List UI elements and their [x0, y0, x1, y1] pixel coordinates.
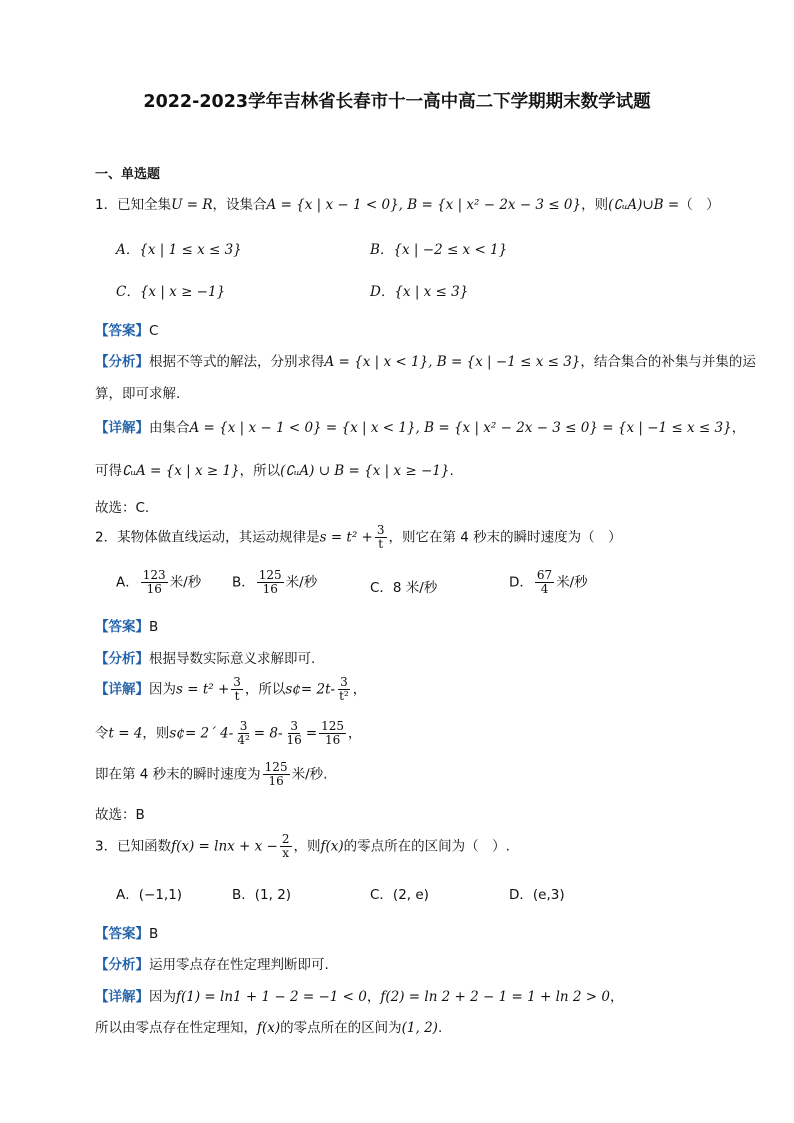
q2-result-fraction	[263, 761, 290, 788]
fraction-numerator: 2	[281, 832, 290, 846]
detail-tag: 【详解】	[95, 681, 149, 698]
q3-option-a: A．(−1,1)	[116, 887, 183, 903]
option-fraction	[535, 569, 554, 596]
q3-detail-text: 因为	[149, 989, 176, 1005]
q2-option-d	[509, 569, 588, 596]
fraction-numerator: 3	[376, 523, 385, 537]
q2-derivative: s¢= 2t-	[285, 681, 336, 698]
q3-function: f(x) = lnx + x −	[171, 838, 278, 855]
q2-derivative-fraction	[337, 676, 351, 703]
q2-detail-fraction	[231, 676, 243, 703]
fraction-numerator: 125	[321, 719, 345, 733]
q3-stem-text-3: 的零点所在的区间为（ ）.	[343, 838, 510, 855]
q3-f2: f(2) = ln 2 + 2 − 1 = 1 + ln 2 > 0	[380, 989, 610, 1005]
fraction-numerator: 3	[239, 719, 248, 733]
q1-detail-text-3: ，所以	[239, 463, 281, 479]
fraction-denominator: 16	[262, 582, 278, 596]
q2-let-value: t = 4	[108, 725, 143, 742]
q3-f1: f(1) = ln1 + 1 − 2 = −1 < 0	[176, 989, 367, 1005]
q2-law: s = t² +	[319, 529, 373, 546]
q1-analysis-text-2: ，结合集合的补集与并集的运	[580, 354, 756, 370]
option-unit: 米/秒	[169, 574, 202, 591]
q1-stem-text-2: ，设集合	[212, 197, 267, 213]
q1-analysis	[95, 350, 756, 370]
q1-detail	[95, 416, 745, 436]
q1-blank: （ ）	[679, 197, 720, 213]
q1-detail-sets: A = {x | x − 1 < 0} = {x | x < 1}, B = {x | x² − 2x − 3 ≤ 0} = {x | −1 ≤ x ≤ 3}	[189, 420, 732, 436]
fraction-numerator: 3	[290, 719, 298, 733]
option-unit: 米/秒	[556, 574, 588, 591]
option-label: A．	[116, 574, 139, 591]
q2-let-expression: s¢= 2´ 4-	[169, 725, 234, 742]
analysis-tag: 【分析】	[95, 957, 149, 973]
q3-final-text: 所以由零点存在性定理知，	[95, 1020, 257, 1036]
q1-complement: ∁ᵤA = {x | x ≥ 1}	[122, 463, 240, 479]
q1-analysis-cont: 算，即可求解.	[95, 386, 181, 402]
q2-detail-law: s = t² +	[176, 681, 230, 698]
option-label: D．	[509, 574, 533, 591]
q3-option-c: C．(2, e)	[370, 887, 429, 903]
q2-substitution	[95, 720, 362, 747]
q2-detail-text: 因为	[149, 681, 176, 698]
answer-tag: 【答案】	[95, 619, 149, 635]
q3-answer-value: B	[149, 926, 159, 942]
fraction-numerator: 67	[536, 568, 553, 582]
fraction-numerator: 125	[264, 760, 288, 774]
q2-let-punct: ，	[348, 725, 362, 742]
q1-stem-text-3: ，则	[581, 197, 609, 213]
q2-result	[95, 761, 327, 788]
option-label: B．	[232, 574, 255, 591]
q2-answer	[95, 615, 158, 635]
q1-detail-punct-2: .	[449, 463, 454, 479]
q1-analysis-text: 根据不等式的解法，分别求得	[149, 354, 325, 370]
fraction-numerator: 125	[258, 568, 282, 582]
q1-conclusion: 故选：C.	[95, 500, 150, 516]
q2-result-unit: 米/秒.	[291, 766, 328, 783]
q3-detail	[95, 985, 624, 1005]
q2-option-c: C．8 米/秒	[370, 580, 438, 596]
answer-tag: 【答案】	[95, 926, 149, 942]
q1-option-b: B．{x | −2 ≤ x < 1}	[370, 242, 508, 258]
section-heading: 一、单选题	[95, 167, 161, 182]
q3-detail-punct: ，	[366, 989, 381, 1005]
q1-sets: A = {x | x − 1 < 0}, B = {x | x² − 2x − 3 ≤ 0}	[266, 197, 582, 213]
q2-let-text: 令	[95, 725, 109, 742]
q1-option-c: C．{x | x ≥ −1}	[116, 284, 226, 300]
q3-function-ref: f(x)	[320, 838, 344, 855]
q1-option-a: A．{x | 1 ≤ x ≤ 3}	[116, 242, 242, 258]
fraction-denominator: 16	[146, 582, 162, 596]
q1-stem-text: 1．已知全集	[95, 197, 172, 213]
q1-stem	[95, 193, 720, 213]
q3-stem	[95, 833, 510, 860]
fraction-denominator: 16	[324, 733, 341, 747]
page-title: 2022-2023学年吉林省长春市十一高中高二下学期期末数学试题	[143, 92, 651, 112]
q2-option-a	[116, 569, 201, 596]
q1-analysis-sets: A = {x | x < 1}, B = {x | −1 ≤ x ≤ 3}	[324, 354, 581, 370]
q1-detail-text-2: 可得	[95, 463, 122, 479]
q2-let-fraction-1	[235, 720, 251, 747]
q3-stem-text-2: ，则	[293, 838, 321, 855]
fraction-denominator: t	[378, 537, 384, 551]
fraction-denominator: 4	[540, 582, 549, 596]
q2-let-fraction-3	[319, 720, 346, 747]
q3-option-b: B．(1, 2)	[232, 887, 292, 903]
q2-stem-text: 2．某物体做直线运动，其运动规律是	[95, 529, 320, 546]
analysis-tag: 【分析】	[95, 354, 149, 370]
q3-final-function: f(x)	[257, 1020, 281, 1036]
q1-detail-text: 由集合	[149, 420, 190, 436]
q3-final-punct: .	[437, 1020, 443, 1036]
q3-final-interval: (1, 2)	[401, 1020, 438, 1036]
q1-option-d: D．{x | x ≤ 3}	[370, 284, 469, 300]
q2-let-text-2: ，则	[142, 725, 170, 742]
q2-detail-punct: ，	[352, 681, 367, 698]
q2-law-fraction	[375, 524, 387, 551]
q3-analysis	[95, 953, 329, 973]
fraction-numerator: 3	[233, 675, 241, 689]
q1-union: (∁ᵤA) ∪ B = {x | x ≥ −1}	[280, 463, 450, 479]
q1-detail-punct: ，	[731, 420, 746, 436]
answer-tag: 【答案】	[95, 323, 149, 339]
q3-analysis-text: 运用零点存在性定理判断即可.	[149, 957, 329, 973]
q1-answer	[95, 319, 158, 339]
q2-detail	[95, 676, 366, 703]
q2-let-fraction-2	[285, 720, 304, 747]
q3-answer	[95, 922, 158, 942]
q2-let-equals-1: = 8-	[253, 725, 283, 742]
detail-tag: 【详解】	[95, 420, 149, 436]
q3-function-fraction	[280, 833, 292, 860]
fraction-numerator: 123	[142, 568, 166, 582]
q1-universal-set: U = R	[171, 197, 213, 213]
fraction-denominator: t²	[339, 689, 349, 703]
q3-option-d: D．(e,3)	[509, 887, 565, 903]
q2-let-equals-2: =	[305, 725, 318, 742]
detail-tag: 【详解】	[95, 989, 149, 1005]
q1-answer-value: C	[149, 323, 159, 339]
fraction-numerator: 3	[340, 675, 348, 689]
fraction-denominator: 4²	[237, 733, 250, 747]
q2-option-b	[232, 569, 317, 596]
q3-final-text-2: 的零点所在的区间为	[280, 1020, 402, 1036]
q2-result-text: 即在第 4 秒末的瞬时速度为	[95, 766, 261, 783]
q1-detail-cont	[95, 459, 454, 479]
q3-detail-punct-2: ，	[610, 989, 624, 1005]
q2-answer-value: B	[149, 619, 159, 635]
q2-analysis	[95, 647, 315, 667]
q2-analysis-text: 根据导数实际意义求解即可.	[149, 651, 316, 667]
q2-stem	[95, 524, 622, 551]
option-fraction	[257, 569, 284, 596]
fraction-denominator: 16	[268, 774, 284, 788]
option-unit: 米/秒	[285, 574, 318, 591]
q3-stem-text: 3．已知函数	[95, 838, 172, 855]
option-fraction	[141, 569, 168, 596]
fraction-denominator: 16	[286, 733, 302, 747]
q2-detail-text-2: ，所以	[244, 681, 286, 698]
q3-final	[95, 1016, 442, 1036]
analysis-tag: 【分析】	[95, 651, 149, 667]
fraction-denominator: x	[282, 846, 290, 860]
q2-stem-text-2: ，则它在第 4 秒末的瞬时速度为（ ）	[388, 529, 622, 546]
q1-expression: (∁ᵤA)∪B =	[608, 197, 680, 213]
fraction-denominator: t	[234, 689, 240, 703]
q2-conclusion: 故选：B	[95, 807, 145, 823]
